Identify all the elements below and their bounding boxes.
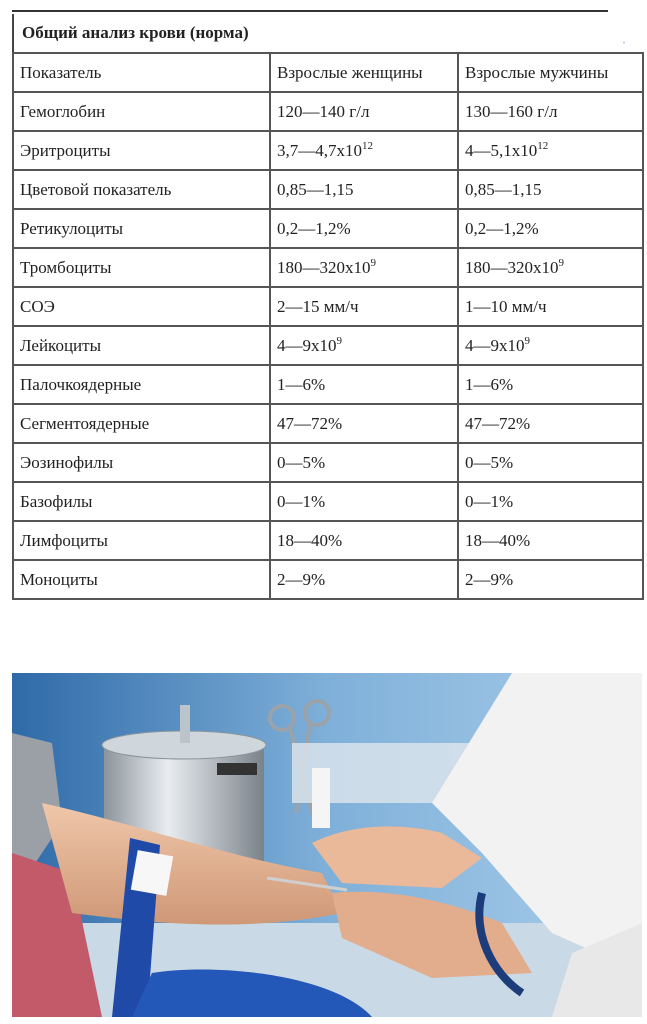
women-norm-cell-text: 2—9% (277, 569, 326, 589)
indicator-cell (13, 404, 270, 443)
indicator-cell (13, 443, 270, 482)
men-norm-cell-text: 4—5,1х10 (465, 140, 538, 160)
men-norm-cell (458, 365, 643, 404)
women-norm-cell (270, 248, 458, 287)
men-norm-cell (458, 287, 643, 326)
indicator-cell-text: Ретикулоциты (20, 218, 124, 238)
women-norm-cell-text: 120—140 г/л (277, 101, 370, 121)
blood-draw-photo (12, 673, 642, 1017)
men-norm-cell-text: 18—40% (465, 530, 531, 550)
women-norm-cell-text: 0,85—1,15 (277, 179, 354, 199)
women-norm-cell (270, 365, 458, 404)
men-norm-cell (458, 170, 643, 209)
indicator-cell-text: Палочкоядерные (20, 374, 142, 394)
men-norm-cell-text: 0,85—1,15 (465, 179, 542, 199)
indicator-cell-text: Эозинофилы (20, 452, 114, 472)
women-norm-cell-text: 0—1% (277, 491, 326, 511)
indicator-cell-text: Моноциты (20, 569, 98, 589)
table-row (13, 209, 643, 248)
women-norm-cell-text: 1—6% (277, 374, 326, 394)
women-norm-cell-text: 4—9х10 (277, 335, 337, 355)
women-norm-cell-text: 3,7—4,7х10 (277, 140, 362, 160)
indicator-cell-text: Лимфоциты (20, 530, 108, 550)
men-norm-cell-text: 0—1% (465, 491, 514, 511)
men-norm-cell-text: 180—320х10 (465, 257, 559, 277)
women-norm-cell (270, 131, 458, 170)
exponent: 9 (558, 256, 564, 269)
header-indicator: Показатель (13, 53, 270, 92)
table-header-row (13, 53, 643, 92)
exponent: 9 (370, 256, 376, 269)
blood-norms-table-wrapper (12, 14, 642, 600)
indicator-cell (13, 170, 270, 209)
men-norm-cell (458, 209, 643, 248)
decorative-mark: ˌ (622, 30, 626, 44)
women-norm-cell (270, 209, 458, 248)
men-norm-cell-text: 130—160 г/л (465, 101, 558, 121)
men-norm-cell (458, 248, 643, 287)
women-norm-cell-text: 18—40% (277, 530, 343, 550)
men-norm-cell-text: 4—9х10 (465, 335, 525, 355)
women-norm-cell (270, 443, 458, 482)
table-title: Общий анализ крови (норма) (12, 14, 610, 52)
indicator-cell-text: Тромбоциты (20, 257, 112, 277)
women-norm-cell (270, 521, 458, 560)
men-norm-cell-text: 0,2—1,2% (465, 218, 539, 238)
indicator-cell (13, 287, 270, 326)
indicator-cell-text: Лейкоциты (20, 335, 101, 355)
table-row (13, 287, 643, 326)
indicator-cell (13, 560, 270, 599)
men-norm-cell (458, 131, 643, 170)
table-row (13, 170, 643, 209)
men-norm-cell-text: 1—6% (465, 374, 514, 394)
men-norm-cell (458, 482, 643, 521)
men-norm-cell-text: 47—72% (465, 413, 531, 433)
men-norm-cell (458, 443, 643, 482)
exponent: 9 (524, 334, 530, 347)
table-row (13, 92, 643, 131)
women-norm-cell (270, 560, 458, 599)
table-row (13, 248, 643, 287)
men-norm-cell-text: 2—9% (465, 569, 514, 589)
table-row (13, 326, 643, 365)
men-norm-cell (458, 404, 643, 443)
exponent: 12 (362, 139, 373, 152)
indicator-cell-text: СОЭ (20, 296, 55, 316)
table-row (13, 560, 643, 599)
header-women: Взрослые женщины (270, 53, 458, 92)
men-norm-cell-text: 1—10 мм/ч (465, 296, 547, 316)
table-row (13, 482, 643, 521)
indicator-cell-text: Гемоглобин (20, 101, 106, 121)
indicator-cell-text: Базофилы (20, 491, 93, 511)
indicator-cell (13, 326, 270, 365)
indicator-cell (13, 248, 270, 287)
table-row (13, 521, 643, 560)
table-row (13, 404, 643, 443)
exponent: 12 (537, 139, 549, 152)
table-row (13, 443, 643, 482)
men-norm-cell (458, 560, 643, 599)
men-norm-cell (458, 326, 643, 365)
indicator-cell (13, 365, 270, 404)
women-norm-cell-text: 0,2—1,2% (277, 218, 351, 238)
women-norm-cell-text: 0—5% (277, 452, 326, 472)
table-row (13, 131, 643, 170)
indicator-cell (13, 482, 270, 521)
top-rule (12, 10, 608, 12)
blood-norms-table (12, 52, 644, 600)
women-norm-cell (270, 326, 458, 365)
women-norm-cell (270, 170, 458, 209)
women-norm-cell-text: 47—72% (277, 413, 343, 433)
indicator-cell-text: Сегментоядерные (20, 413, 150, 433)
women-norm-cell (270, 482, 458, 521)
indicator-cell (13, 131, 270, 170)
men-norm-cell (458, 521, 643, 560)
indicator-cell-text: Эритроциты (20, 140, 111, 160)
indicator-cell (13, 92, 270, 131)
women-norm-cell-text: 2—15 мм/ч (277, 296, 359, 316)
exponent: 9 (336, 334, 342, 347)
men-norm-cell-text: 0—5% (465, 452, 514, 472)
header-men: Взрослые мужчины (458, 53, 643, 92)
women-norm-cell (270, 287, 458, 326)
men-norm-cell (458, 92, 643, 131)
women-norm-cell-text: 180—320х10 (277, 257, 371, 277)
women-norm-cell (270, 92, 458, 131)
table-row (13, 365, 643, 404)
women-norm-cell (270, 404, 458, 443)
indicator-cell-text: Цветовой показатель (20, 179, 172, 199)
indicator-cell (13, 521, 270, 560)
indicator-cell (13, 209, 270, 248)
